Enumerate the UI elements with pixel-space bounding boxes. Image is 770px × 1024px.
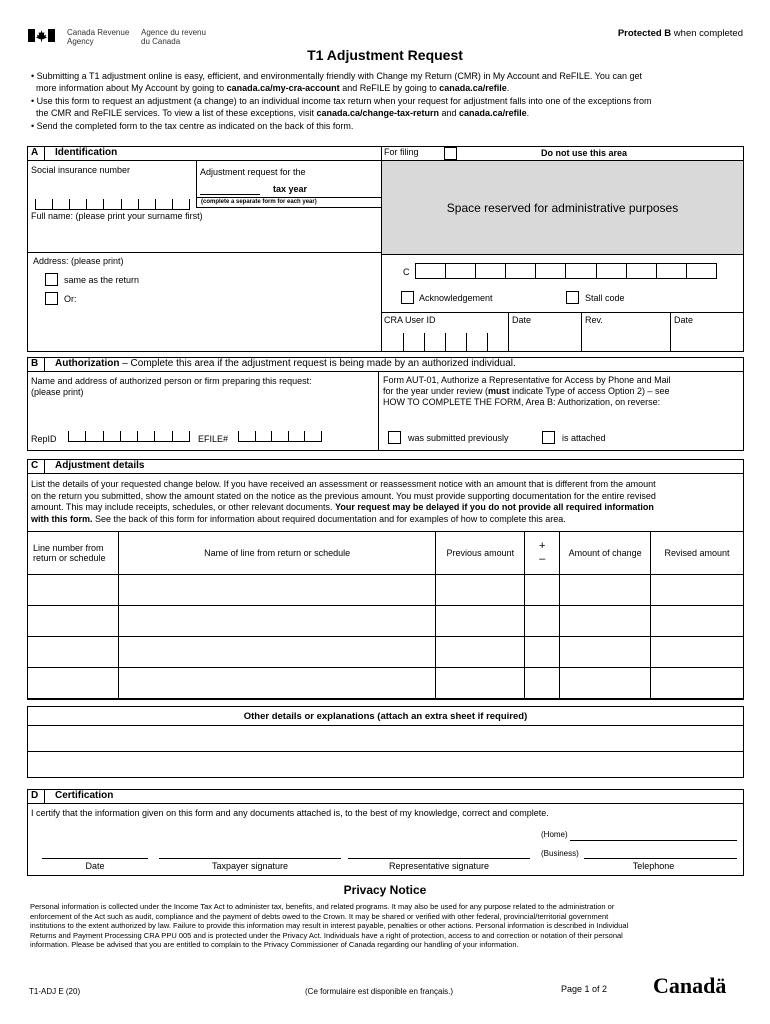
sin-label: Social insurance number	[31, 165, 131, 175]
business-phone-label: (Business)	[541, 849, 579, 858]
agency-name-en: Canada Revenue Agency	[67, 28, 130, 46]
or-checkbox[interactable]	[45, 292, 58, 305]
aut01-text: Form AUT-01, Authorize a Representative for Access by Phone and Mail for the year under review (must indicate Type of access Option 2) – see HOW TO COMPLETE THE FORM, Area B: Authorization, on reverse:	[383, 375, 671, 407]
section-c-title: Adjustment details	[55, 460, 145, 471]
col-previous-amount: Previous amount	[436, 532, 525, 575]
protected-b-label: Protected B when completed	[617, 28, 743, 39]
for-filing-checkbox[interactable]	[444, 147, 457, 160]
address-label: Address: (please print)	[33, 256, 124, 266]
agency-name-fr: Agence du revenu du Canada	[141, 28, 206, 46]
for-filing-row	[381, 146, 744, 161]
stall-code-checkbox[interactable]	[566, 291, 579, 304]
repid-input[interactable]	[68, 431, 190, 442]
submitted-previously-checkbox[interactable]	[388, 431, 401, 444]
representative-signature-line[interactable]	[348, 858, 530, 859]
tax-year-input[interactable]	[200, 194, 260, 195]
adjustment-instructions: List the details of your requested change below. If you have received an assessment or reassessment notice with an amount that is different from the amount on the return you submitted, show the amount stated on the notice as the previous amount. You must provide supporting documentation for the entire revised amount. This may include receipts, schedules, or other relevant documents. Your request may be delayed if you do not provide all required information with this form. See the back of this form for information about required documentation and for examples of how to complete this area.	[31, 479, 656, 524]
for-filing-label: For filing	[384, 147, 419, 157]
do-not-use-label: Do not use this area	[541, 148, 628, 158]
canada-flag-icon	[28, 29, 55, 42]
intro-bullets: • Submitting a T1 adjustment online is easy, efficient, and environmentally friendly with Change my Return (CMR) in My Account and ReFILE. You can get more information about My Account by going to canada.ca/my-cra-account and ReFILE by going to canada.ca/refile. • Use this form to request an adjustment (a change) to an individual income tax return when your request for adjustment falls into one of the exceptions from the CMR and ReFILE services. To view a list of these exceptions, visit canada.ca/change-tax-return and canada.ca/refile. • Send the completed form to the tax centre as indicated on the back of this form.	[31, 71, 652, 131]
col-plus-minus: + –	[525, 532, 560, 575]
col-line-name: Name of line from return or schedule	[118, 532, 435, 575]
form-code: T1-ADJ E (20)	[29, 987, 81, 996]
is-attached-label: is attached	[562, 433, 606, 443]
date-label: Date	[85, 861, 105, 871]
stall-code-label: Stall code	[585, 293, 625, 303]
c-label: C	[403, 267, 410, 277]
section-a-header	[27, 146, 381, 161]
acknowledgement-checkbox[interactable]	[401, 291, 414, 304]
submitted-previously-label: was submitted previously	[408, 433, 509, 443]
efile-label: EFILE#	[198, 434, 229, 444]
tax-year-label: tax year	[273, 184, 308, 194]
other-details-label: Other details or explanations (attach an extra sheet if required)	[28, 707, 743, 726]
date-label-1: Date	[512, 315, 532, 325]
other-details-line[interactable]	[28, 751, 743, 752]
representative-signature-label: Representative signature	[388, 861, 490, 871]
full-name-label[interactable]: Full name: (please print your surname first)	[31, 211, 203, 221]
repid-label: RepID	[31, 434, 57, 444]
cra-user-id-input[interactable]	[383, 325, 508, 351]
adjustment-table-header	[28, 532, 744, 575]
french-note: (Ce formulaire est disponible en français.)	[305, 987, 454, 996]
adjustment-table	[27, 531, 744, 699]
section-b-letter: B	[31, 358, 39, 369]
table-row[interactable]	[28, 606, 744, 637]
sin-input[interactable]	[35, 199, 190, 210]
date-label-2: Date	[674, 315, 694, 325]
section-d-letter: D	[31, 790, 39, 801]
admin-space-text: Space reserved for administrative purposes	[446, 201, 679, 215]
acknowledgement-label: Acknowledgement	[419, 293, 493, 303]
section-b-subtitle: – Complete this area if the adjustment request is being made by an authorized individual.	[119, 358, 516, 369]
page-title: T1 Adjustment Request	[307, 47, 463, 63]
or-label: Or:	[64, 294, 77, 304]
section-c-letter: C	[31, 460, 39, 471]
section-c-header	[27, 459, 744, 474]
table-row[interactable]	[28, 637, 744, 668]
taxpayer-signature-label: Taxpayer signature	[211, 861, 289, 871]
section-b-header	[27, 357, 744, 372]
name-address-label: Name and address of authorized person or firm preparing this request: (please print)	[31, 376, 312, 397]
privacy-text: Personal information is collected under the Income Tax Act to administer tax, benefits, and related programs. It may also be used for any purpose related to the administration or enforcement of the Act such as audit, compliance and the payment of debts owed to the Crown. It may be shared or verified with other federal, provincial/territorial government institutions to the extent authorized by law. Failure to provide this information may result in interest payable, penalties or other actions. Personal information is described in Individual Returns and Payment Processing CRA PPU 005 and is protected under the Privacy Act. Individuals have a right of protection, access to and correction or notation of their personal information. Please be advised that you are entitled to complain to the Privacy Commissioner of Canada regarding our handling of your information.	[30, 902, 629, 949]
telephone-label: Telephone	[632, 861, 675, 871]
section-b-title: Authorization	[55, 358, 120, 369]
certify-statement: I certify that the information given on this form and any documents attached is, to the best of my knowledge, correct and complete.	[31, 808, 549, 818]
taxpayer-signature-line[interactable]	[159, 858, 341, 859]
section-d-header	[27, 789, 744, 804]
home-phone-label: (Home)	[541, 830, 568, 839]
canada-wordmark-logo: Canadä	[653, 973, 727, 998]
separate-form-note: (complete a separate form for each year)	[196, 197, 381, 208]
col-line-number: Line number from return or schedule	[28, 532, 119, 575]
adjustment-for-label: Adjustment request for the	[200, 167, 306, 177]
rev-label: Rev.	[585, 315, 603, 325]
section-a-letter: A	[31, 147, 39, 158]
page-number: Page 1 of 2	[561, 984, 608, 994]
section-d-title: Certification	[55, 790, 114, 801]
section-a-title: Identification	[55, 147, 118, 158]
is-attached-checkbox[interactable]	[542, 431, 555, 444]
table-row[interactable]	[28, 668, 744, 699]
c-input[interactable]	[415, 263, 717, 279]
privacy-title: Privacy Notice	[343, 883, 427, 897]
efile-input[interactable]	[238, 431, 322, 442]
col-amount-change: Amount of change	[560, 532, 651, 575]
cra-user-id-label: CRA User ID	[384, 315, 436, 325]
home-phone-input[interactable]	[570, 840, 737, 841]
other-details-box	[27, 706, 744, 778]
col-revised-amount: Revised amount	[651, 532, 744, 575]
same-as-return-label: same as the return	[64, 275, 140, 285]
table-row[interactable]	[28, 575, 744, 606]
same-as-return-checkbox[interactable]	[45, 273, 58, 286]
business-phone-input[interactable]	[584, 858, 737, 859]
admin-area	[382, 161, 743, 255]
date-signature-line[interactable]	[42, 858, 148, 859]
